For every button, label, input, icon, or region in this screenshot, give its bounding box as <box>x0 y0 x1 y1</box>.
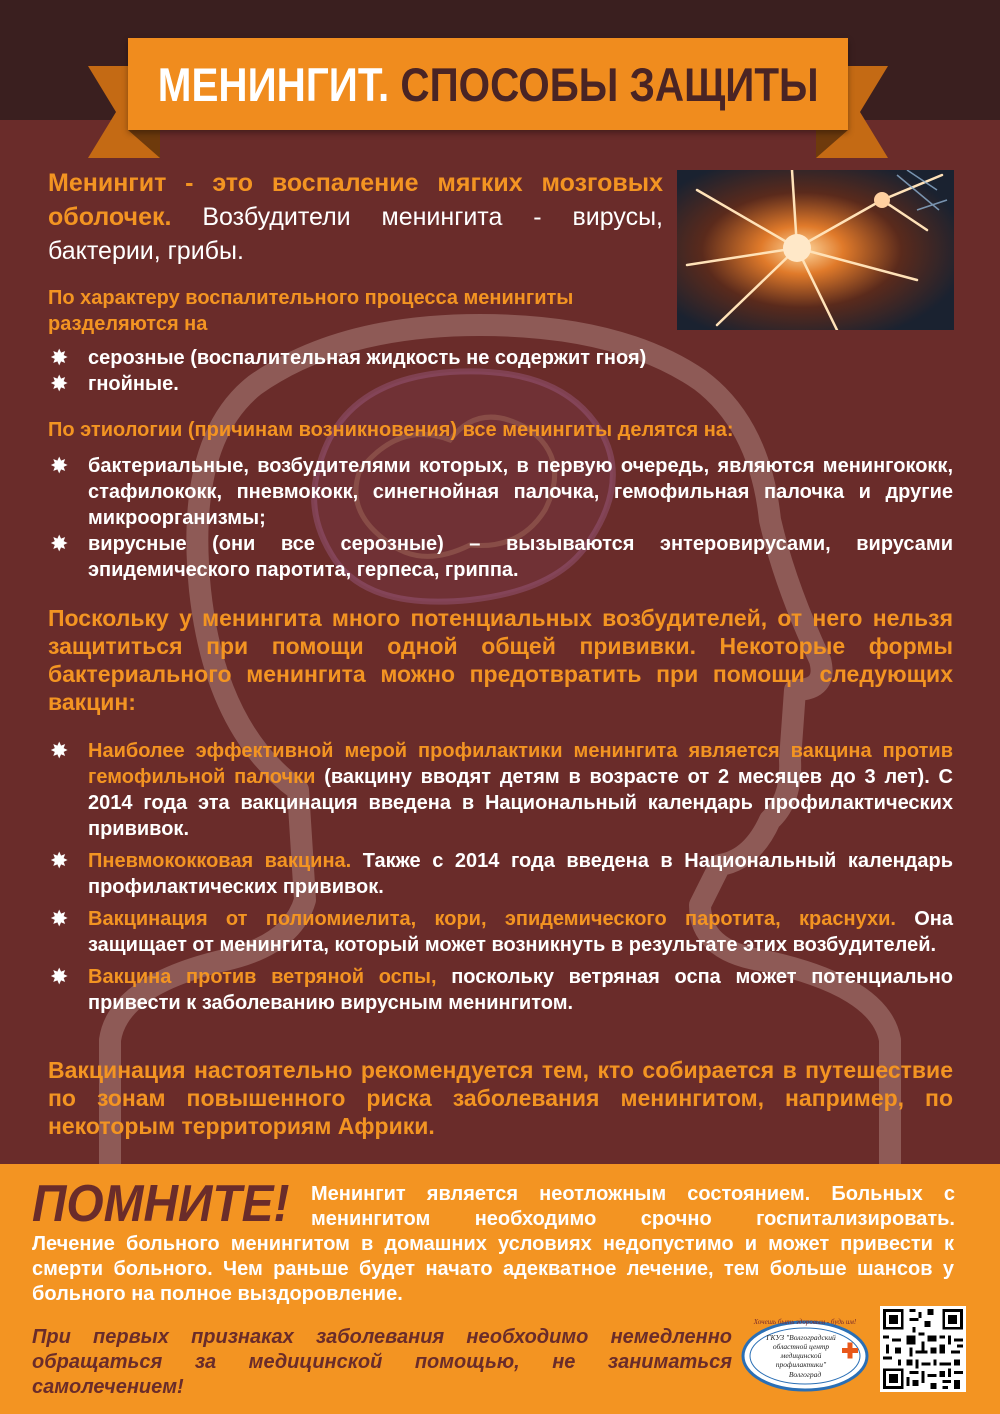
inflammation-section <box>48 285 953 397</box>
list-item: ✸ серозные (воспалительная жидкость не содержит гноя) <box>50 345 647 370</box>
intro-paragraph <box>48 166 663 268</box>
title-part-2: СПОСОБЫ ЗАЩИТЫ <box>400 57 819 111</box>
bullet-star-icon: ✸ <box>50 531 69 556</box>
remember-line-1: Менингит является неотложным состоянием. Больных с менингитом необходимо срочно госпитализировать. <box>311 1183 955 1230</box>
list-item: ✸ Вакцина против ветряной оспы, поскольку ветряная оспа может потенциально привести к заболеванию вирусным менингитом. <box>50 964 953 1014</box>
medical-center-logo <box>739 1314 871 1394</box>
remember-line-2: Лечение больного менингитом в домашних условиях недопустимо и может привести к смерти больного. Чем раньше будет начато адекватное лечение, тем больше шансов у больного на полное выздоровление. <box>32 1233 954 1305</box>
bullet-star-icon: ✸ <box>50 371 69 396</box>
list-item: ✸ Пневмококковая вакцина. Также с 2014 года введена в Национальный календарь профилактических прививок. <box>50 848 954 898</box>
list-item: ✸ гнойные. <box>50 371 179 396</box>
inflammation-list <box>48 345 953 397</box>
logo-org-line-2: областной центр <box>772 1342 830 1351</box>
bullet-star-icon: ✸ <box>50 848 69 873</box>
title-part-1: МЕНИНГИТ. <box>157 57 389 111</box>
etiology-list <box>48 453 953 583</box>
travel-recommendation: Вакцинация настоятельно рекомендуется тем, кто собирается в путешествие по зонам повышенного риска заболевания менингитом, например, по некоторым территориям Африки. <box>48 1057 953 1139</box>
qr-code[interactable] <box>880 1306 966 1392</box>
list-item: ✸ вирусные (они все серозные) – вызываются энтеровирусами, вирусами эпидемического паротита, герпеса, гриппа. <box>50 531 953 581</box>
etiology-heading: По этиологии (причинам возникновения) все менингиты делятся на: <box>48 419 734 441</box>
list-item: ✸ бактериальные, возбудителями которых, в первую очередь, являются менингококк, стафилококк, пневмококк, синегнойная палочка, гемофильная палочка и другие микроорганизмы; <box>50 453 953 529</box>
vaccines-intro: Поскольку у менингита много потенциальных возбудителей, от него нельзя защититься при помощи одной общей прививки. Некоторые формы бактериального менингита можно предотвратить при помощи следующих вакцин: <box>48 605 953 715</box>
list-item: ✸ Вакцинация от полиомиелита, кори, эпидемического паротита, краснухи. Она защищает от менингита, который может возникнуть в результате этих возбудителей. <box>50 906 953 956</box>
bullet-star-icon: ✸ <box>50 345 69 370</box>
ribbon-body <box>128 38 848 130</box>
title-ribbon <box>88 38 888 160</box>
logo-org-line-4: профилактики" <box>775 1360 827 1369</box>
bullet-star-icon: ✸ <box>50 738 69 763</box>
bullet-star-icon: ✸ <box>50 453 69 478</box>
logo-slogan: Хочешь быть здоровым - будь им! <box>753 1318 857 1326</box>
vaccines-section <box>48 738 953 1016</box>
logo-org-line-1: ГКУЗ "Волгоградский <box>766 1333 836 1342</box>
list-item: ✸ Наиболее эффективной мерой профилактики менингита является вакцина против гемофильной палочки (вакцину вводят детям в возрасте от 2 месяцев до 3 лет). С 2014 года эта вакцинация введена в Национальный календарь профилактических прививок. <box>50 738 953 840</box>
logo-org-line-3: медицинской <box>780 1351 822 1360</box>
bullet-star-icon: ✸ <box>50 906 69 931</box>
meningitis-definition: Менингит - это воспаление мягких мозговых оболочек. <box>48 169 663 231</box>
remember-line-3: При первых признаках заболевания необходимо немедленно обращаться за медицинской помощью, не заниматься самолечением! <box>32 1326 732 1398</box>
logo-org-line-5: Волгоград <box>788 1370 822 1379</box>
inflammation-heading: По характеру воспалительного процесса менингиты разделяются на <box>48 287 574 335</box>
remember-title: ПОМНИТЕ! <box>32 1175 290 1233</box>
meningitis-pathogens: Возбудители менингита - вирусы, бактерии, грибы. <box>48 203 663 265</box>
bullet-star-icon: ✸ <box>50 964 69 989</box>
vaccines-list <box>48 738 953 1016</box>
page-title <box>158 57 819 112</box>
etiology-section <box>48 417 953 583</box>
